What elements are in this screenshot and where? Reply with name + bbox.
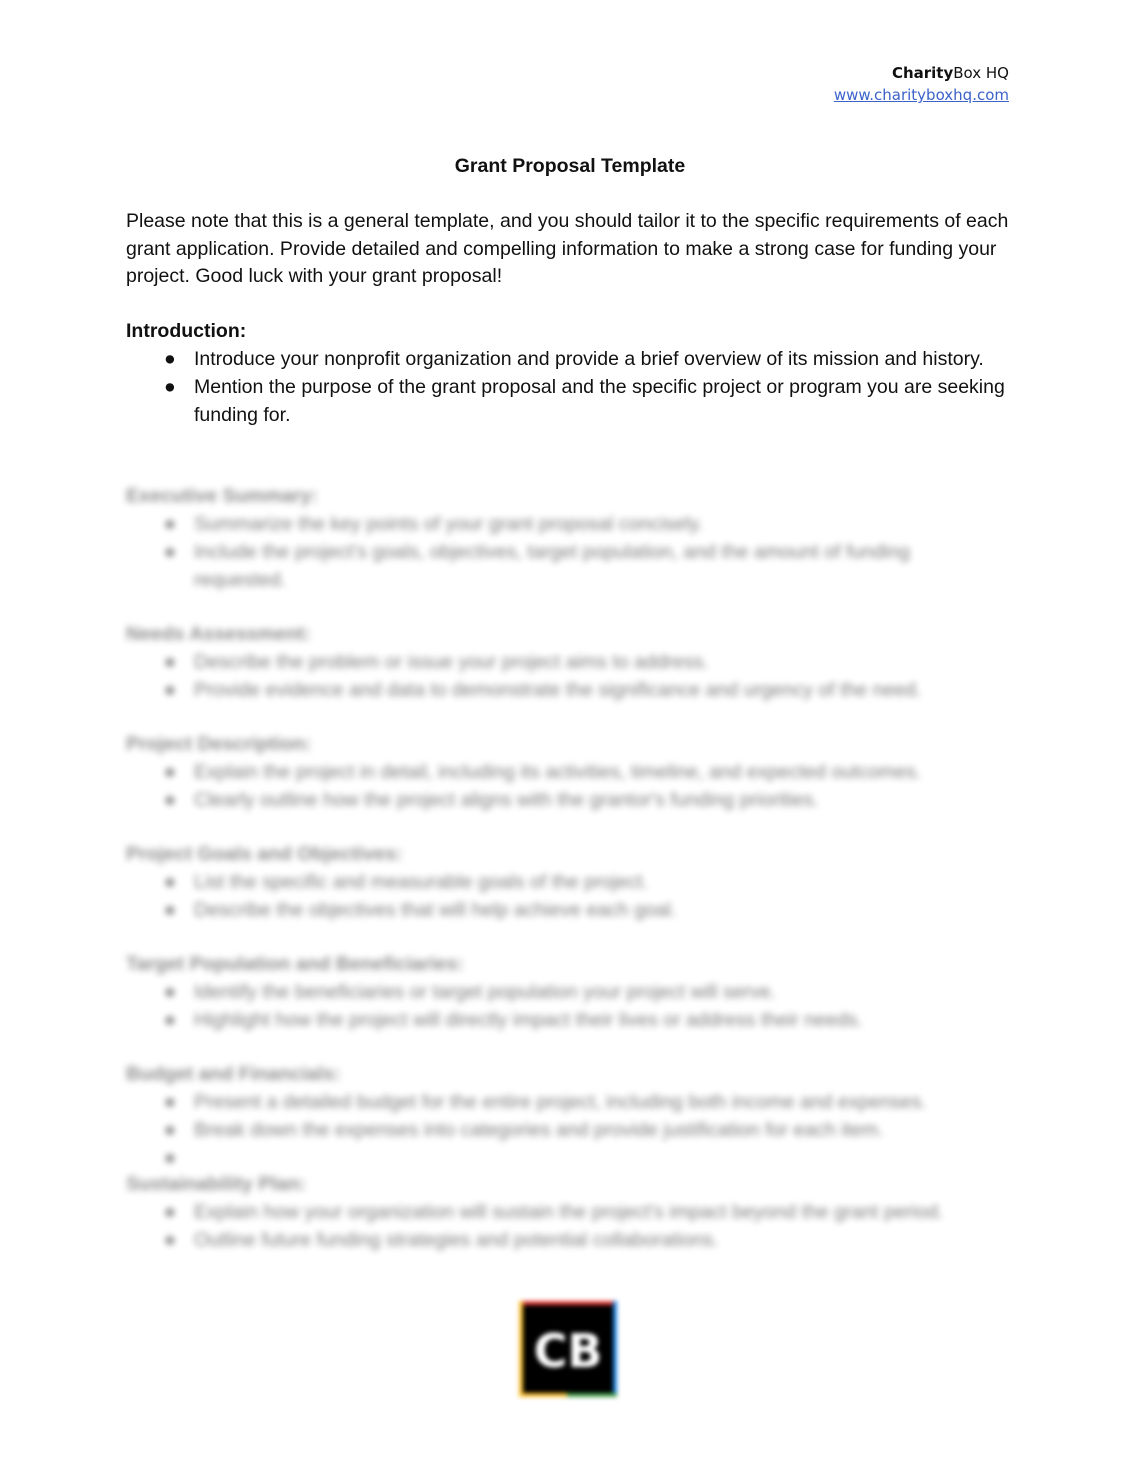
list-item <box>126 538 1006 594</box>
list-item-text: Introduce your nonprofit organization and provide a brief overview of its mission and history. <box>194 348 984 370</box>
bullet-icon: ● <box>164 789 176 811</box>
list-item <box>126 345 1006 373</box>
bullet-icon: ● <box>164 541 176 563</box>
list-item-text: Describe the objectives that will help achieve each goal. <box>194 899 677 921</box>
list-item-text: Describe the problem or issue your project aims to address. <box>194 651 709 673</box>
list-item <box>126 373 1006 429</box>
section-project-description <box>126 730 1006 814</box>
list-item-text: Explain how your organization will sustain the project's impact beyond the grant period. <box>194 1201 944 1223</box>
bullet-icon: ● <box>164 1147 176 1169</box>
section-heading: Executive Summary: <box>126 485 318 507</box>
bullet-icon: ● <box>164 1091 176 1113</box>
bullet-icon: ● <box>164 981 176 1003</box>
bullet-icon: ● <box>164 1119 176 1141</box>
list-item-text: Highlight how the project will directly impact their lives or address their needs. <box>194 1009 863 1031</box>
bullet-icon: ● <box>164 871 176 893</box>
list-item-text: Mention the purpose of the grant proposal and the specific project or program you are seeking funding for. <box>194 376 1005 426</box>
bullet-icon: ● <box>164 1229 176 1251</box>
list-item-text: Outline future funding strategies and potential collaborations. <box>194 1229 719 1251</box>
list-item-text: Clearly outline how the project aligns with the grantor's funding priorities. <box>194 789 819 811</box>
list-item <box>126 786 1006 814</box>
section-heading: Sustainability Plan: <box>126 1173 306 1195</box>
list-item <box>126 1088 1006 1116</box>
brand-name <box>834 62 1009 84</box>
list-item <box>126 510 1006 538</box>
bullet-icon: ● <box>164 1201 176 1223</box>
section-heading: Needs Assessment: <box>126 623 311 645</box>
header-brand <box>834 62 1009 106</box>
list-item-text: Present a detailed budget for the entire project, including both income and expenses. <box>194 1091 927 1113</box>
list-item-text: Provide evidence and data to demonstrate the significance and urgency of the need. <box>194 679 922 701</box>
section-sustainability <box>126 1170 1006 1254</box>
bullet-icon: ● <box>164 679 176 701</box>
bullet-icon: ● <box>164 348 176 370</box>
section-project-goals <box>126 840 1006 924</box>
bullet-icon: ● <box>164 1009 176 1031</box>
bullet-icon: ● <box>164 899 176 921</box>
list-item <box>126 1198 1006 1226</box>
section-executive-summary <box>126 482 1006 594</box>
section-heading: Project Goals and Objectives: <box>126 843 403 865</box>
list-item-text: Identify the beneficiaries or target population your project will serve. <box>194 981 777 1003</box>
intro-note: Please note that this is a general template, and you should tailor it to the specific requirements of each grant application. Provide detailed and compelling information to make a strong case for funding your project. Good luck with your grant proposal! <box>126 210 1009 287</box>
list-item-text: Include the project's goals, objectives, target population, and the amount of funding requested. <box>194 541 910 591</box>
section-heading: Project Description: <box>126 733 312 755</box>
section-needs-assessment <box>126 620 1006 704</box>
document-title: Grant Proposal Template <box>454 155 686 177</box>
list-item <box>126 1226 1006 1254</box>
logo-letters: CB <box>533 1324 603 1378</box>
section-heading: Target Population and Beneficiaries: <box>126 953 464 975</box>
bullet-icon: ● <box>164 376 176 398</box>
list-item <box>126 1006 1006 1034</box>
list-item-text: Summarize the key points of your grant proposal concisely. <box>194 513 704 535</box>
section-budget <box>126 1060 1006 1169</box>
brand-name-bold: Charity <box>891 64 954 82</box>
list-item <box>126 896 1006 924</box>
list-item-text: List the specific and measurable goals of the project. <box>194 871 649 893</box>
list-item <box>126 676 1006 704</box>
website-link[interactable]: www.charityboxhq.com <box>833 86 1009 104</box>
list-item <box>126 978 1006 1006</box>
section-target-population <box>126 950 1006 1034</box>
section-heading: Introduction: <box>126 320 247 342</box>
section-heading: Budget and Financials: <box>126 1063 341 1085</box>
brand-name-rest: Box HQ <box>953 64 1009 82</box>
list-item <box>126 758 1006 786</box>
list-item-text: Break down the expenses into categories and provide justification for each item. <box>194 1119 884 1141</box>
charitybox-cb-logo-icon <box>519 1301 617 1397</box>
section-introduction <box>126 317 1006 429</box>
bullet-icon: ● <box>164 513 176 535</box>
bullet-icon: ● <box>164 651 176 673</box>
logo-graphic <box>519 1301 617 1397</box>
list-item <box>126 1116 1006 1144</box>
list-item <box>126 648 1006 676</box>
list-item-text: Explain the project in detail, including its activities, timeline, and expected outcomes. <box>194 761 922 783</box>
bullet-icon: ● <box>164 761 176 783</box>
list-item <box>126 868 1006 896</box>
